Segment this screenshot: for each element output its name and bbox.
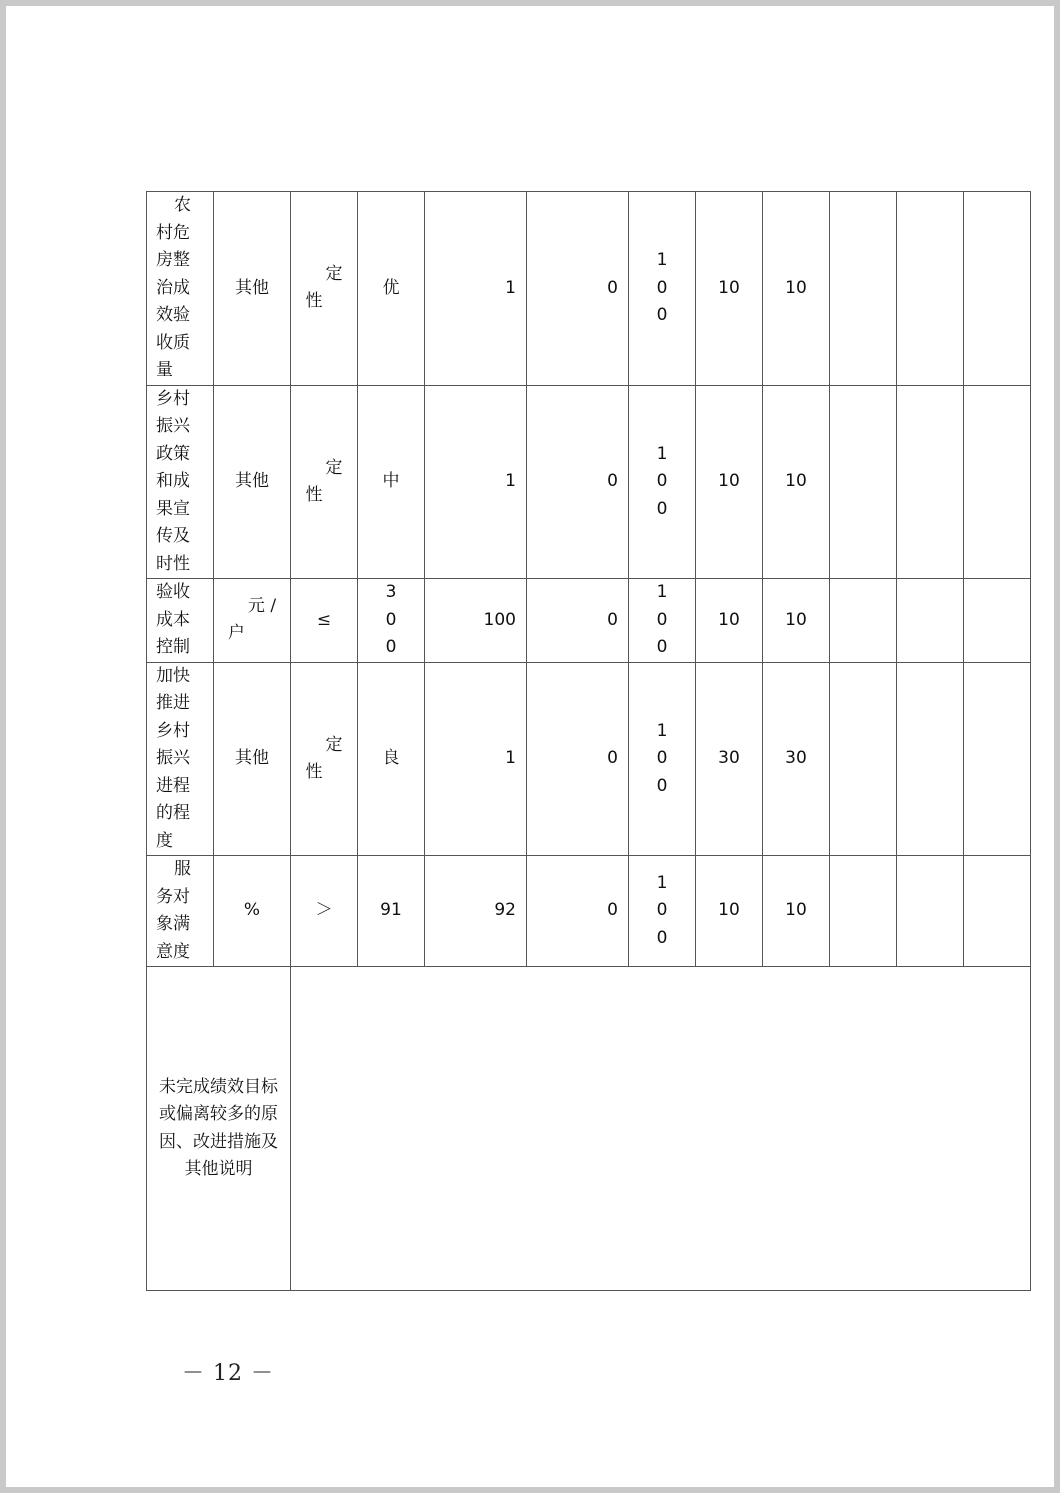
table-row [147, 579, 1031, 663]
empty-cell [964, 856, 1031, 967]
value-cell: 0 [527, 192, 629, 386]
empty-cell [830, 579, 897, 663]
operator-cell: ≤ [291, 579, 358, 663]
score-cell: 10 [763, 579, 830, 663]
value-cell: 0 [527, 662, 629, 856]
value-cell: 0 [527, 385, 629, 579]
table-row [147, 967, 1031, 1291]
target-cell: 30 0 [358, 579, 425, 663]
value-cell: 0 [527, 579, 629, 663]
indicator-name-cell: 服 务对 象满 意度 [147, 856, 214, 967]
unit-cell: 其他 [214, 385, 291, 579]
empty-cell [897, 579, 964, 663]
weight-cell: 10 0 [629, 192, 696, 386]
note-value-cell [291, 967, 1031, 1291]
document-page [6, 6, 1054, 1487]
unit-cell: 其他 [214, 662, 291, 856]
unit-cell: 其他 [214, 192, 291, 386]
weight-cell: 10 0 [629, 662, 696, 856]
target-cell: 中 [358, 385, 425, 579]
weight-cell: 10 0 [629, 385, 696, 579]
weight-cell: 10 0 [629, 856, 696, 967]
empty-cell [964, 192, 1031, 386]
indicator-name-cell: 加快 推进 乡村 振兴 进程 的程 度 [147, 662, 214, 856]
actual-cell: 92 [425, 856, 527, 967]
empty-cell [897, 192, 964, 386]
operator-cell: 定 性 [291, 662, 358, 856]
empty-cell [830, 385, 897, 579]
indicator-name-cell: 乡村 振兴 政策 和成 果宣 传及 时性 [147, 385, 214, 579]
empty-cell [830, 662, 897, 856]
operator-cell: 定 性 [291, 385, 358, 579]
score-cell: 10 [763, 856, 830, 967]
empty-cell [964, 579, 1031, 663]
score-cell: 10 [763, 192, 830, 386]
actual-cell: 1 [425, 662, 527, 856]
score-cell: 10 [696, 385, 763, 579]
score-cell: 30 [696, 662, 763, 856]
score-cell: 30 [763, 662, 830, 856]
table-row [147, 856, 1031, 967]
value-cell: 0 [527, 856, 629, 967]
table-row [147, 385, 1031, 579]
empty-cell [830, 192, 897, 386]
indicator-name-cell: 农 村危 房整 治成 效验 收质 量 [147, 192, 214, 386]
page-number: － 12 － [182, 1361, 274, 1386]
actual-cell: 1 [425, 192, 527, 386]
target-cell: 优 [358, 192, 425, 386]
actual-cell: 1 [425, 385, 527, 579]
unit-cell: % [214, 856, 291, 967]
empty-cell [830, 856, 897, 967]
operator-cell: ＞ [291, 856, 358, 967]
operator-cell: 定 性 [291, 192, 358, 386]
weight-cell: 10 0 [629, 579, 696, 663]
score-cell: 10 [696, 579, 763, 663]
score-cell: 10 [696, 192, 763, 386]
score-cell: 10 [696, 856, 763, 967]
empty-cell [897, 856, 964, 967]
score-cell: 10 [763, 385, 830, 579]
empty-cell [897, 662, 964, 856]
note-label-cell: 未完成绩效目标 或偏离较多的原 因、改进措施及 其他说明 [147, 967, 291, 1291]
performance-table [146, 191, 1031, 1291]
table-row [147, 662, 1031, 856]
indicator-name-cell: 验收 成本 控制 [147, 579, 214, 663]
target-cell: 良 [358, 662, 425, 856]
empty-cell [897, 385, 964, 579]
table-row [147, 192, 1031, 386]
empty-cell [964, 662, 1031, 856]
actual-cell: 100 [425, 579, 527, 663]
target-cell: 91 [358, 856, 425, 967]
unit-cell: 元 / 户 [214, 579, 291, 663]
empty-cell [964, 385, 1031, 579]
